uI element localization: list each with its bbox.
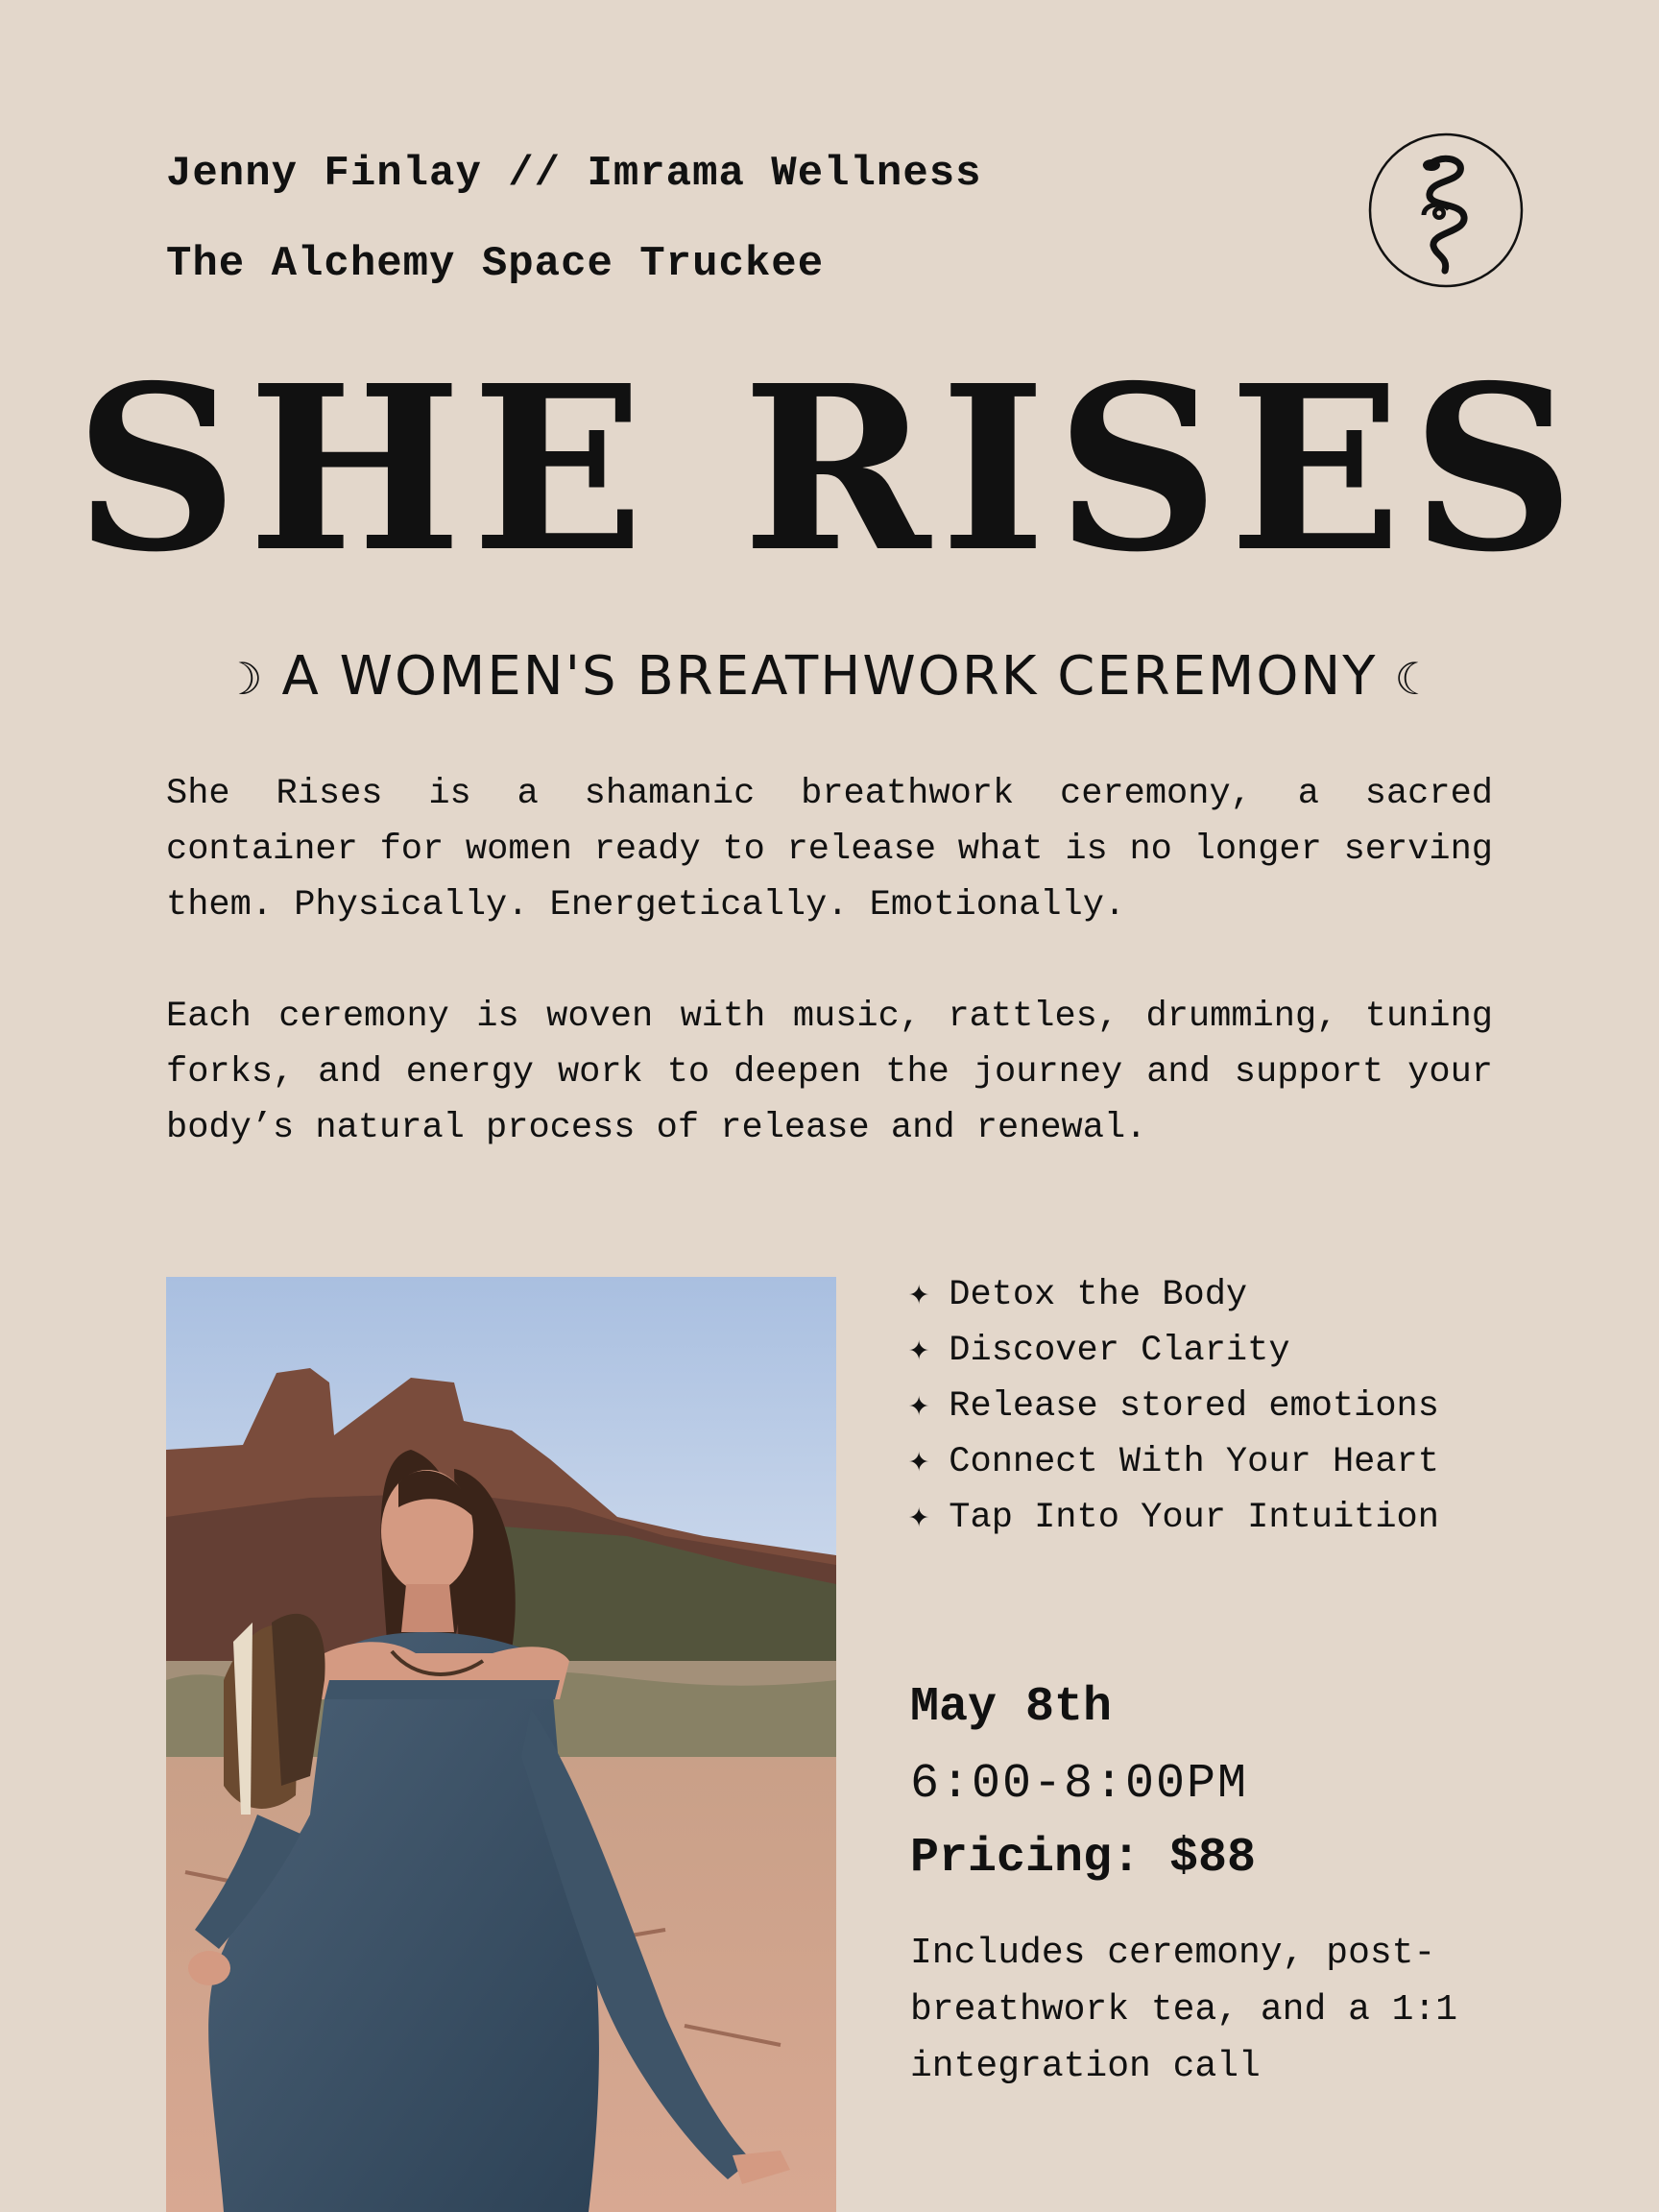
- waning-moon-icon: ☾: [1394, 653, 1436, 705]
- desert-portrait-illustration: [166, 1277, 836, 2212]
- benefit-label: Tap Into Your Intuition: [949, 1498, 1439, 1538]
- list-item: [908, 1490, 1439, 1546]
- benefits-list: [908, 1267, 1439, 1546]
- list-item: [908, 1379, 1439, 1434]
- benefit-label: Release stored emotions: [949, 1386, 1439, 1427]
- waxing-moon-icon: ☽: [223, 653, 265, 705]
- subtitle: A WOMEN'S BREATHWORK CEREMONY: [281, 645, 1378, 708]
- sparkle-star-icon: ✦: [908, 1442, 930, 1482]
- sparkle-star-icon: ✦: [908, 1498, 930, 1538]
- benefit-label: Detox the Body: [949, 1275, 1248, 1315]
- event-time: 6:00-8:00PM: [910, 1757, 1249, 1812]
- sparkle-star-icon: ✦: [908, 1331, 930, 1371]
- portrait-photo: [166, 1277, 836, 2212]
- host-name: Jenny Finlay // Imrama Wellness: [166, 150, 982, 198]
- event-date: May 8th: [910, 1680, 1113, 1735]
- sparkle-star-icon: ✦: [908, 1275, 930, 1315]
- list-item: [908, 1267, 1439, 1323]
- benefit-label: Connect With Your Heart: [949, 1442, 1439, 1482]
- list-item: [908, 1434, 1439, 1490]
- venue-name: The Alchemy Space Truckee: [166, 240, 825, 288]
- serpent-moon-logo-icon: [1368, 132, 1524, 288]
- subtitle-row: [0, 645, 1659, 708]
- sparkle-star-icon: ✦: [908, 1386, 930, 1427]
- ceremony-paragraph: Each ceremony is woven with music, rattles, drumming, tuning forks, and energy work to deepen the journey and support your body’s natural process of release and renewal.: [166, 997, 1493, 1148]
- page-title: SHE RISES: [74, 335, 1585, 602]
- pricing-includes: Includes ceremony, post-breathwork tea, and a 1:1 integration call: [910, 1933, 1458, 2087]
- intro-paragraph: She Rises is a shamanic breathwork ceremony, a sacred container for women ready to release what is no longer serving them. Physically. Energetically. Emotionally.: [166, 774, 1493, 926]
- benefit-label: Discover Clarity: [949, 1331, 1290, 1371]
- list-item: [908, 1323, 1439, 1379]
- event-pricing: Pricing: $88: [910, 1831, 1257, 1886]
